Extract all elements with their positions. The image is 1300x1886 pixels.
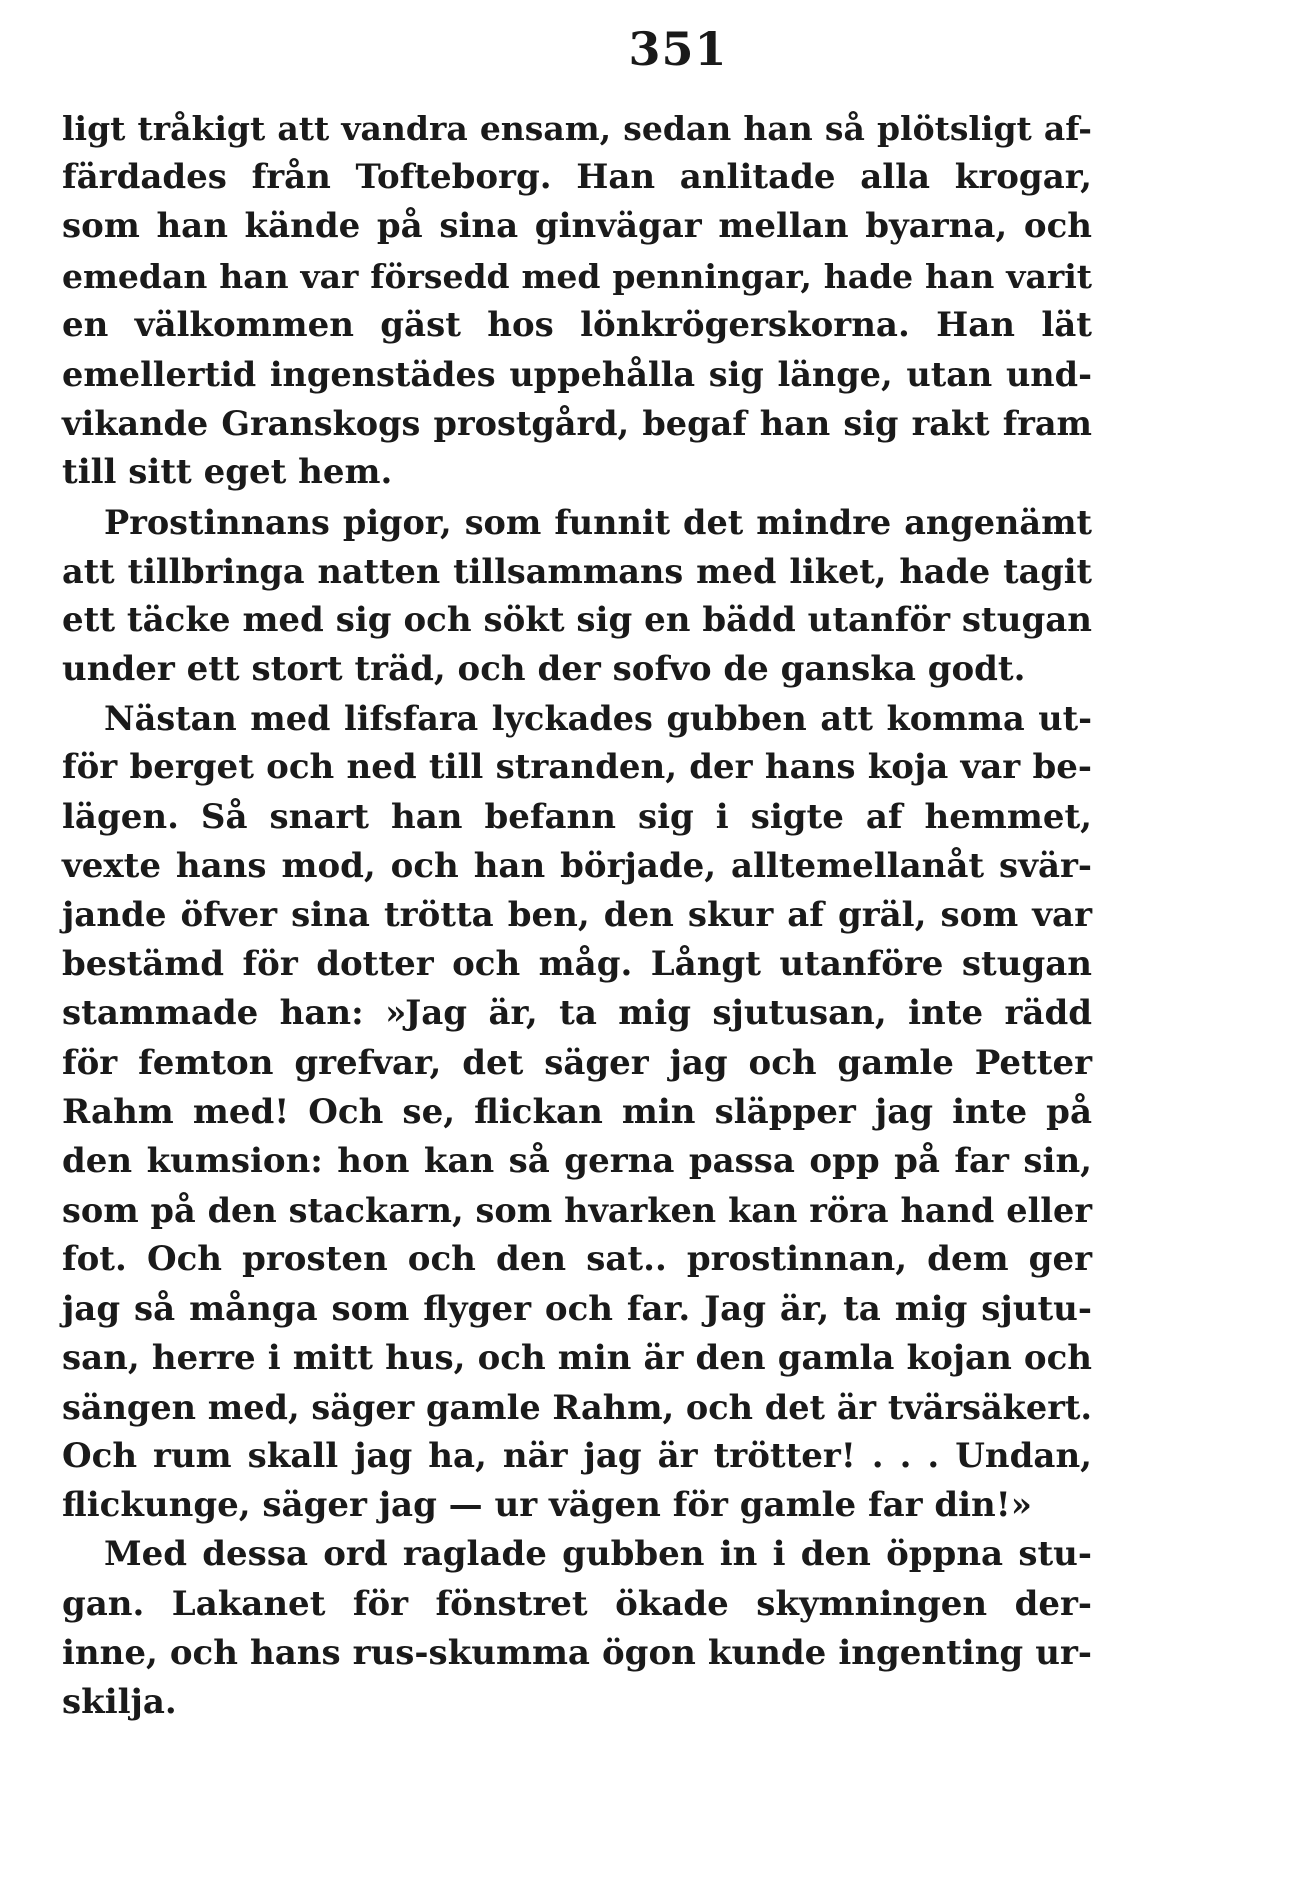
text-line: lägen. Så snart han befann sig i sigte af hemmet, (62, 796, 1092, 837)
text-line: ligt tråkigt att vandra ensam, sedan han så plötsligt af- (62, 109, 1092, 148)
text-line: Rahm med! Och se, flickan min släpper jag inte på (62, 1091, 1092, 1132)
text-line: färdades från Tofteborg. Han anlitade alla krogar, (62, 157, 1092, 198)
text-line: Och rum skall jag ha, när jag är trötter! . . . Undan, (62, 1436, 1092, 1477)
text-line: den kumsion: hon kan så gerna passa opp på far sin, (62, 1140, 1092, 1181)
text-line: inne, och hans rus-skumma ögon kunde ingenting ur- (62, 1632, 1092, 1673)
text-line: jande öfver sina trötta ben, den skur af gräl, som var (62, 895, 1092, 935)
text-line: emellertid ingenstädes uppehålla sig länge, utan und- (62, 354, 1092, 394)
text-line: jag så många som flyger och far. Jag är, ta mig sjutu- (62, 1288, 1092, 1329)
text-line: som han kände på sina ginvägar mellan byarna, och (62, 206, 1092, 247)
text-line: emedan han var försedd med penningar, hade han varit (62, 256, 1092, 296)
text-line: under ett stort träd, och der sofvo de ganska godt. (62, 649, 1026, 690)
text-line: flickunge, säger jag — ur vägen för gamle far din!» (62, 1485, 1032, 1526)
text-line: sängen med, säger gamle Rahm, och det är tvärsäkert. (62, 1387, 1092, 1427)
text-line: en välkommen gäst hos lönkrögerskorna. Han lät (62, 304, 1092, 345)
text-line: fot. Och prosten och den sat.. prostinnan, dem ger (62, 1239, 1092, 1280)
text-line: för berget och ned till stranden, der hans koja var be- (62, 747, 1092, 788)
text-line: san, herre i mitt hus, och min är den gamla kojan och (62, 1337, 1092, 1378)
text-line: stammade han: »Jag är, ta mig sjutusan, inte rädd (62, 993, 1092, 1034)
text-line: Med dessa ord raglade gubben in i den öppna stu- (104, 1534, 1092, 1575)
text-line: till sitt eget hem. (62, 452, 393, 493)
text-line: Prostinnans pigor, som funnit det mindre angenämt (104, 502, 1092, 542)
text-line: Nästan med lifsfara lyckades gubben att komma ut- (104, 699, 1092, 739)
text-line: vexte hans mod, och han började, alltemellanåt svär- (62, 845, 1092, 886)
text-line: vikande Granskogs prostgård, begaf han sig rakt fram (62, 404, 1092, 444)
text-line: skilja. (62, 1682, 177, 1722)
text-line: gan. Lakanet för fönstret ökade skymningen der- (62, 1583, 1092, 1624)
body-text (62, 104, 1092, 1727)
text-line: för femton grefvar, det säger jag och gamle Petter (62, 1042, 1092, 1083)
text-line: som på den stackarn, som hvarken kan röra hand eller (62, 1191, 1092, 1231)
page-number: 351 (628, 22, 728, 76)
text-line: ett täcke med sig och sökt sig en bädd utanför stugan (62, 599, 1092, 640)
text-line: att tillbringa natten tillsammans med liket, hade tagit (62, 551, 1092, 591)
text-line: bestämd för dotter och måg. Långt utanföre stugan (62, 944, 1092, 985)
